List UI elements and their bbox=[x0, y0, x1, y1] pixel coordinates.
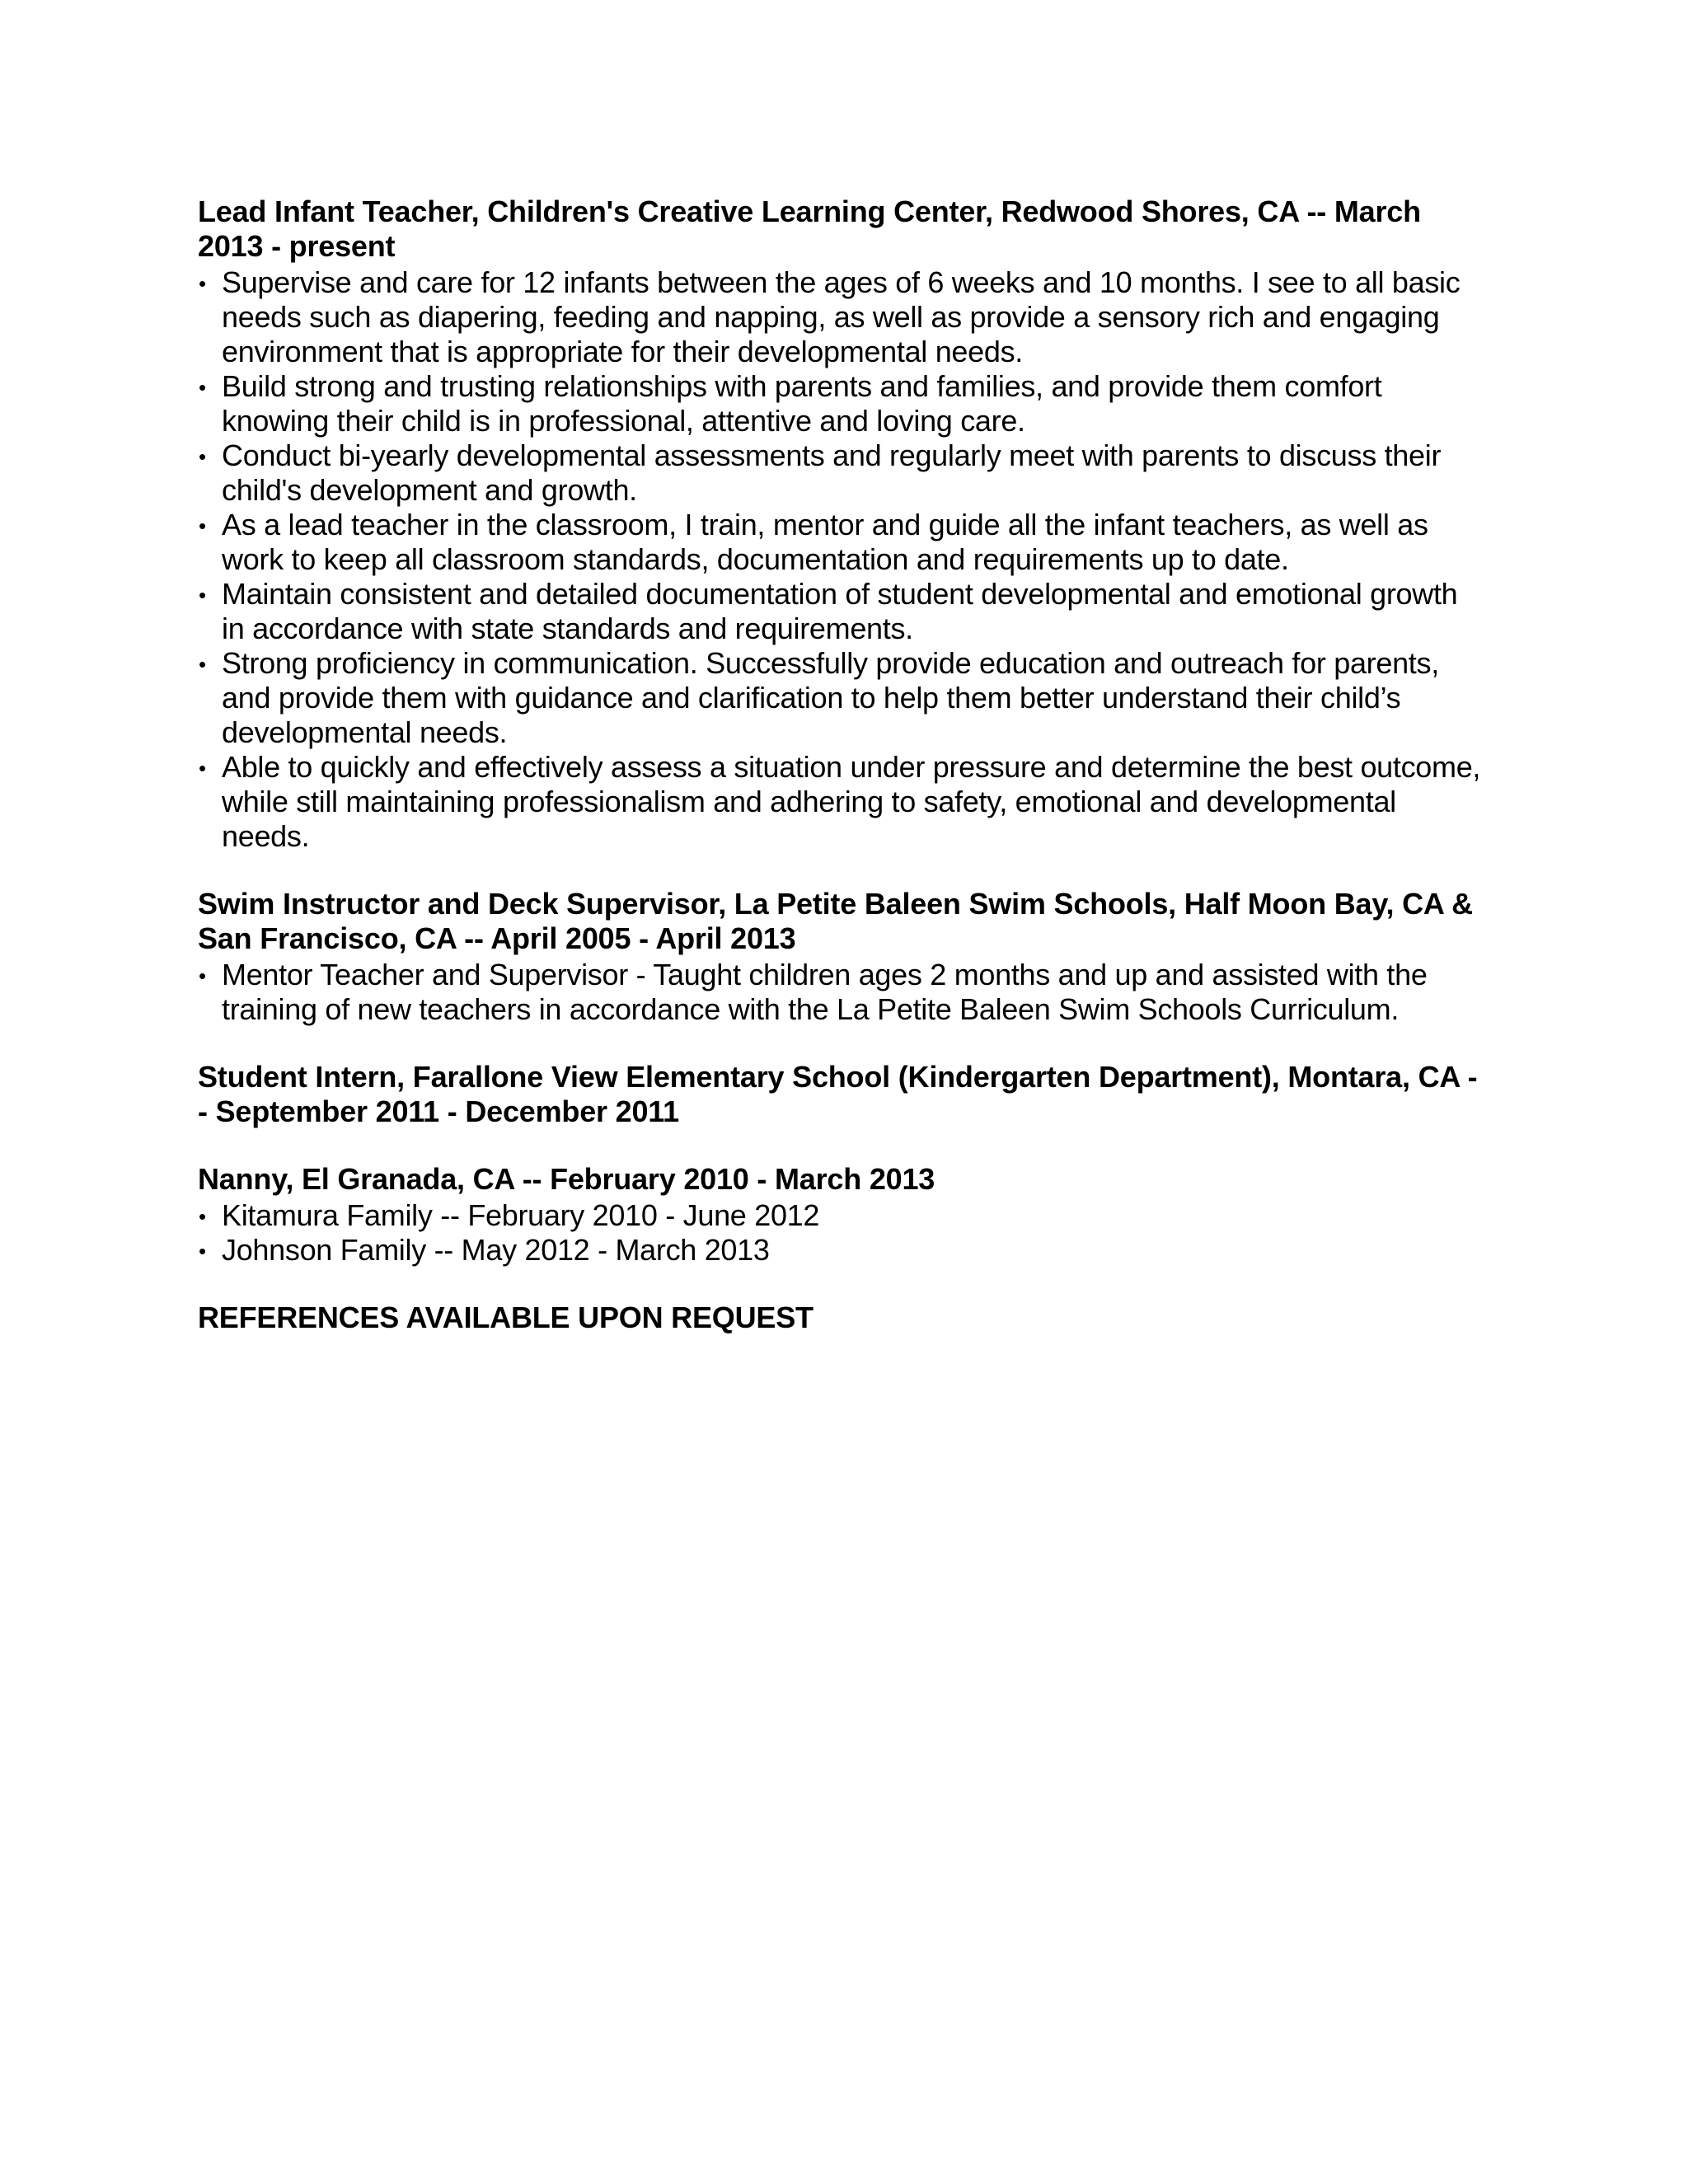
list-item bbox=[198, 265, 1484, 369]
list-item-text: Mentor Teacher and Supervisor - Taught children ages 2 months and up and assisted with the training of new teachers in accordance with the La Petite Baleen Swim Schools Curriculum. bbox=[222, 958, 1428, 1026]
list-item-text: Maintain consistent and detailed documentation of student developmental and emotional growth in accordance with state standards and requirements. bbox=[222, 577, 1458, 645]
job-duties-list bbox=[198, 958, 1484, 1027]
list-item-text: Build strong and trusting relationships with parents and families, and provide them comfort knowing their child is in professional, attentive and loving care. bbox=[222, 369, 1382, 438]
bullet-icon: • bbox=[199, 513, 206, 538]
list-item bbox=[198, 646, 1484, 750]
bullet-icon: • bbox=[199, 583, 206, 607]
job-entry-nanny bbox=[198, 1162, 1484, 1268]
job-entry-swim-instructor bbox=[198, 887, 1484, 1027]
job-title: Lead Infant Teacher, Children's Creative Learning Center, Redwood Shores, CA -- March 2013 - present bbox=[198, 194, 1421, 263]
bullet-icon: • bbox=[199, 375, 206, 400]
resume-page bbox=[198, 194, 1484, 1335]
list-item-text: Strong proficiency in communication. Successfully provide education and outreach for parents, and provide them with guidance and clarification to help them better understand their child’s developmental needs. bbox=[222, 646, 1439, 749]
list-item-text: Supervise and care for 12 infants between the ages of 6 weeks and 10 months. I see to all basic needs such as diapering, feeding and napping, as well as provide a sensory rich and engaging environment that is appropriate for their developmental needs. bbox=[222, 265, 1461, 368]
bullet-icon: • bbox=[199, 963, 206, 988]
list-item bbox=[198, 1198, 1484, 1233]
job-duties-list bbox=[198, 1198, 1484, 1268]
job-entry-student-intern bbox=[198, 1060, 1484, 1129]
job-title: Student Intern, Farallone View Elementary School (Kindergarten Department), Montara, CA -- September 2011 - December 2011 bbox=[198, 1060, 1478, 1128]
list-item-text: Conduct bi-yearly developmental assessments and regularly meet with parents to discuss their child's development and growth. bbox=[222, 438, 1442, 507]
job-duties-list bbox=[198, 265, 1484, 854]
job-title: Swim Instructor and Deck Supervisor, La Petite Baleen Swim Schools, Half Moon Bay, CA & San Francisco, CA -- April 2005 - April 2013 bbox=[198, 887, 1473, 955]
list-item bbox=[198, 1233, 1484, 1268]
bullet-icon: • bbox=[199, 652, 206, 677]
list-item bbox=[198, 750, 1484, 854]
job-title: Nanny, El Granada, CA -- February 2010 - March 2013 bbox=[198, 1162, 935, 1196]
bullet-icon: • bbox=[199, 1204, 206, 1229]
list-item bbox=[198, 508, 1484, 577]
list-item-text: Johnson Family -- May 2012 - March 2013 bbox=[222, 1233, 770, 1267]
bullet-icon: • bbox=[199, 271, 206, 296]
list-item bbox=[198, 577, 1484, 646]
list-item-text: Able to quickly and effectively assess a situation under pressure and determine the best outcome, while still maintaining professionalism and adhering to safety, emotional and developmental needs. bbox=[222, 750, 1481, 853]
bullet-icon: • bbox=[199, 756, 206, 780]
list-item-text: Kitamura Family -- February 2010 - June 2012 bbox=[222, 1198, 820, 1232]
job-entry-lead-infant-teacher bbox=[198, 194, 1484, 854]
list-item bbox=[198, 958, 1484, 1027]
bullet-icon: • bbox=[199, 1239, 206, 1263]
list-item bbox=[198, 438, 1484, 508]
bullet-icon: • bbox=[199, 444, 206, 469]
list-item-text: As a lead teacher in the classroom, I train, mentor and guide all the infant teachers, as well as work to keep all classroom standards, documentation and requirements up to date. bbox=[222, 508, 1428, 576]
references-note: REFERENCES AVAILABLE UPON REQUEST bbox=[198, 1301, 814, 1334]
list-item bbox=[198, 369, 1484, 438]
